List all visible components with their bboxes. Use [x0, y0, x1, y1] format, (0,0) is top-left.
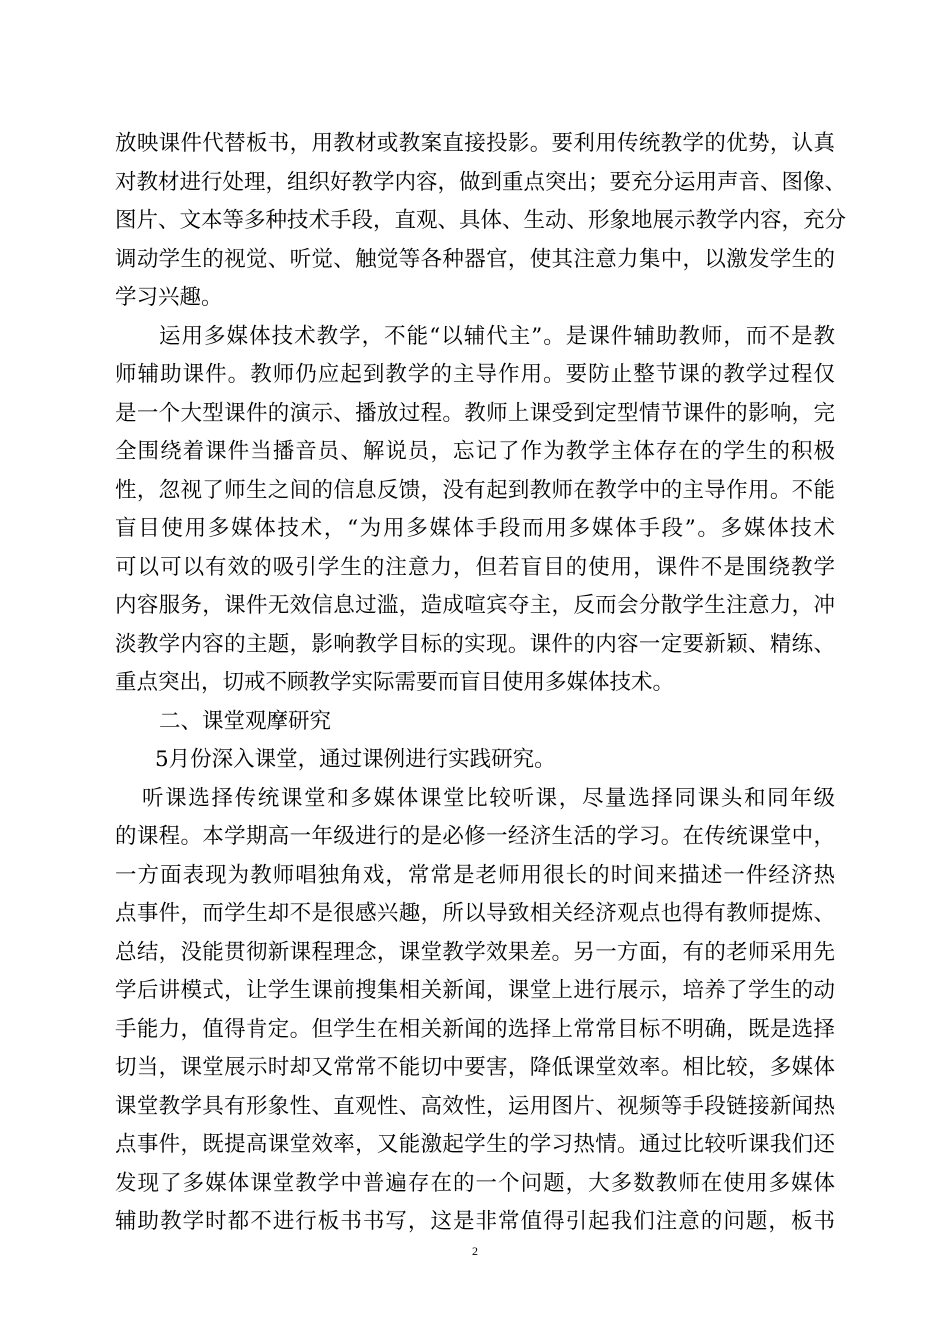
- text-line: 的课程。本学期高一年级进行的是必修一经济生活的学习。在传统课堂中，: [115, 824, 835, 849]
- text-line: 点事件，而学生却不是很感兴趣，所以导致相关经济观点也得有教师提炼、: [115, 901, 835, 926]
- text-line: 学习兴趣。: [115, 285, 223, 310]
- text-line: 切当，课堂展示时却又常常不能切中要害，降低课堂效率。相比较，多媒体: [115, 1055, 835, 1080]
- text-line: 内容服务，课件无效信息过滥，造成喧宾夺主，反而会分散学生注意力，冲: [115, 593, 835, 618]
- text-line: 图片、文本等多种技术手段，直观、具体、生动、形象地展示教学内容，充分: [115, 208, 847, 233]
- text-line: 学后讲模式，让学生课前搜集相关新闻，课堂上进行展示，培养了学生的动: [115, 978, 835, 1003]
- paragraph-start-line: 听课选择传统课堂和多媒体课堂比较听课，尽量选择同课头和同年级: [142, 785, 835, 811]
- section-heading: 二、课堂观摩研究: [159, 708, 332, 734]
- text-line: 辅助教学时都不进行板书书写，这是非常值得引起我们注意的问题，板书: [115, 1209, 835, 1234]
- text-line: 是一个大型课件的演示、播放过程。教师上课受到定型情节课件的影响，完: [115, 400, 835, 426]
- text-line: 总结，没能贯彻新课程理念，课堂教学效果差。另一方面，有的老师采用先: [115, 939, 835, 965]
- text-line: 发现了多媒体课堂教学中普遍存在的一个问题，大多数教师在使用多媒体: [115, 1170, 835, 1196]
- text-line: 放映课件代替板书，用教材或教案直接投影。要利用传统教学的优势，认真: [115, 131, 835, 156]
- text-line: 调动学生的视觉、听觉、触觉等各种器官，使其注意力集中，以激发学生的: [115, 246, 835, 272]
- text-line: 性，忽视了师生之间的信息反馈，没有起到教师在教学中的主导作用。不能: [115, 477, 835, 503]
- text-line: 全围绕着课件当播音员、解说员，忘记了作为教学主体存在的学生的积极: [115, 439, 835, 464]
- page-number: 2: [472, 1244, 478, 1258]
- paragraph-start-line: 5月份深入课堂，通过课例进行实践研究。: [155, 747, 556, 772]
- text-line: 重点突出，切戒不顾教学实际需要而盲目使用多媒体技术。: [115, 670, 675, 695]
- text-line: 淡教学内容的主题，影响教学目标的实现。课件的内容一定要新颖、精练、: [115, 631, 835, 657]
- text-line: 可以可以有效的吸引学生的注意力，但若盲目的使用，课件不是围绕教学: [115, 554, 835, 580]
- text-line: 手能力，值得肯定。但学生在相关新闻的选择上常常目标不明确，既是选择: [115, 1016, 835, 1042]
- text-line: 盲目使用多媒体技术，“为用多媒体手段而用多媒体手段”。多媒体技术: [115, 516, 835, 541]
- text-line: 师辅助课件。教师仍应起到教学的主导作用。要防止整节课的教学过程仅: [115, 362, 835, 387]
- body-text: [115, 125, 847, 1242]
- text-line: 一方面表现为教师唱独角戏，常常是老师用很长的时间来描述一件经济热: [115, 862, 835, 888]
- text-line: 对教材进行处理，组织好教学内容，做到重点突出；要充分运用声音、图像、: [115, 169, 847, 195]
- paragraph-start-line: 运用多媒体技术教学，不能“以辅代主”。是课件辅助教师，而不是教: [159, 323, 835, 349]
- text-line: 课堂教学具有形象性、直观性、高效性，运用图片、视频等手段链接新闻热: [115, 1093, 835, 1119]
- text-line: 点事件，既提高课堂效率，又能激起学生的学习热情。通过比较听课我们还: [115, 1132, 835, 1157]
